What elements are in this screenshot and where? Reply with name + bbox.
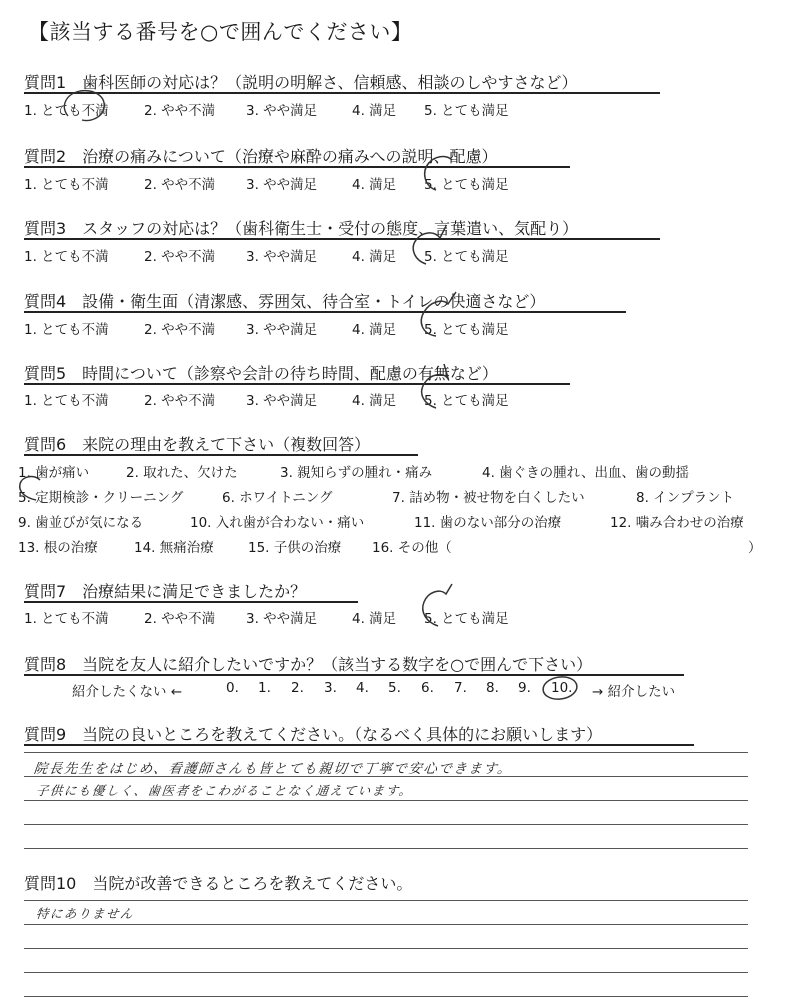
option-5[interactable]: 5. とても満足 [424, 177, 509, 193]
option-3[interactable]: 3. やや満足 [246, 177, 318, 193]
reason-5[interactable]: 5. 定期検診・クリーニング [18, 490, 184, 506]
scale-3[interactable]: 3. [324, 680, 337, 696]
question-1-title: 質問1 歯科医師の対応は？（説明の明解さ、信頼感、相談のしやすさなど） [24, 73, 578, 92]
reason-1[interactable]: 1. 歯が痛い [18, 465, 90, 481]
q9-handwritten-line-1: 院長先生をはじめ、看護師さんも皆とても親切で丁寧で安心できます。 [32, 761, 514, 777]
option-5[interactable]: 5. とても満足 [424, 322, 509, 338]
reason-12[interactable]: 12. 噛み合わせの治療 [610, 515, 744, 531]
answer-line [24, 824, 748, 825]
reason-16-close-paren: ） [748, 540, 762, 556]
reason-10[interactable]: 10. 入れ歯が合わない・痛い [190, 515, 365, 531]
option-3[interactable]: 3. やや満足 [246, 249, 318, 265]
question-7-title: 質問7 治療結果に満足できましたか？ [24, 582, 307, 601]
option-2[interactable]: 2. やや不満 [144, 103, 216, 119]
option-1[interactable]: 1. とても不満 [24, 103, 109, 119]
option-3[interactable]: 3. やや満足 [246, 322, 318, 338]
option-2[interactable]: 2. やや不満 [144, 393, 216, 409]
question-5-underline [24, 383, 570, 385]
option-4[interactable]: 4. 満足 [352, 393, 397, 409]
option-4[interactable]: 4. 満足 [352, 177, 397, 193]
question-2-title: 質問2 治療の痛みについて（治療や麻酔の痛みへの説明、配慮） [24, 147, 498, 166]
option-4[interactable]: 4. 満足 [352, 611, 397, 627]
answer-line [24, 924, 748, 925]
option-5[interactable]: 5. とても満足 [424, 249, 509, 265]
option-2[interactable]: 2. やや不満 [144, 322, 216, 338]
question-10-title: 質問10 当院が改善できるところを教えてください。 [24, 874, 413, 893]
question-8-underline [24, 674, 684, 676]
option-1[interactable]: 1. とても不満 [24, 611, 109, 627]
question-3-title: 質問3 スタッフの対応は？（歯科衛生士・受付の態度、言葉遣い、気配り） [24, 219, 579, 238]
option-1[interactable]: 1. とても不満 [24, 393, 109, 409]
reason-2[interactable]: 2. 取れた、欠けた [126, 465, 238, 481]
option-5[interactable]: 5. とても満足 [424, 611, 509, 627]
option-1[interactable]: 1. とても不満 [24, 322, 109, 338]
question-2-underline [24, 166, 570, 168]
question-7-underline [24, 601, 358, 603]
reason-4[interactable]: 4. 歯ぐきの腫れ、出血、歯の動揺 [482, 465, 689, 481]
answer-line [24, 848, 748, 849]
option-3[interactable]: 3. やや満足 [246, 103, 318, 119]
option-4[interactable]: 4. 満足 [352, 103, 397, 119]
scale-6[interactable]: 6. [421, 680, 434, 696]
answer-line [24, 996, 748, 997]
option-2[interactable]: 2. やや不満 [144, 249, 216, 265]
option-2[interactable]: 2. やや不満 [144, 611, 216, 627]
reason-8[interactable]: 8. インプラント [636, 490, 735, 506]
reason-6[interactable]: 6. ホワイトニング [222, 490, 333, 506]
option-1[interactable]: 1. とても不満 [24, 249, 109, 265]
reason-14[interactable]: 14. 無痛治療 [134, 540, 214, 556]
scale-8[interactable]: 8. [486, 680, 499, 696]
answer-line [24, 900, 748, 901]
scale-9[interactable]: 9. [518, 680, 531, 696]
scale-5[interactable]: 5. [388, 680, 401, 696]
answer-line [24, 752, 748, 753]
option-5[interactable]: 5. とても満足 [424, 103, 509, 119]
reason-9[interactable]: 9. 歯並びが気になる [18, 515, 144, 531]
q10-handwritten-line-1: 特にありません [35, 906, 135, 921]
scale-4[interactable]: 4. [356, 680, 369, 696]
question-4-title: 質問4 設備・衛生面（清潔感、雰囲気、待合室・トイレの快適さなど） [24, 292, 546, 311]
question-3-underline [24, 238, 660, 240]
reason-16-other[interactable]: 16. その他（ [372, 540, 452, 556]
reason-3[interactable]: 3. 親知らずの腫れ・痛み [280, 465, 433, 481]
option-3[interactable]: 3. やや満足 [246, 393, 318, 409]
question-6-title: 質問6 来院の理由を教えて下さい（複数回答） [24, 435, 371, 454]
scale-0[interactable]: 0. [226, 680, 239, 696]
question-5-title: 質問5 時間について（診察や会計の待ち時間、配慮の有無など） [24, 364, 498, 383]
option-3[interactable]: 3. やや満足 [246, 611, 318, 627]
option-1[interactable]: 1. とても不満 [24, 177, 109, 193]
answer-line [24, 972, 748, 973]
scale-1[interactable]: 1. [258, 680, 271, 696]
question-6-underline [24, 454, 418, 456]
scale-10[interactable]: 10. [551, 680, 573, 696]
q9-handwritten-line-2: 子供にも優しく、歯医者をこわがることなく通えています。 [35, 783, 414, 798]
answer-line [24, 948, 748, 949]
instruction-heading: 【該当する番号を○で囲んでください】 [28, 20, 413, 44]
answer-line [24, 800, 748, 801]
option-5[interactable]: 5. とても満足 [424, 393, 509, 409]
option-2[interactable]: 2. やや不満 [144, 177, 216, 193]
reason-7[interactable]: 7. 詰め物・被せ物を白くしたい [392, 490, 585, 506]
reason-15[interactable]: 15. 子供の治療 [248, 540, 342, 556]
scale-right-label: → 紹介したい [592, 684, 676, 700]
scale-left-label: 紹介したくない ← [72, 684, 183, 700]
question-9-title: 質問9 当院の良いところを教えてください。（なるべく具体的にお願いします） [24, 725, 603, 744]
scale-2[interactable]: 2. [291, 680, 304, 696]
option-4[interactable]: 4. 満足 [352, 322, 397, 338]
question-1-underline [24, 92, 660, 94]
scale-7[interactable]: 7. [454, 680, 467, 696]
question-4-underline [24, 311, 626, 313]
reason-13[interactable]: 13. 根の治療 [18, 540, 98, 556]
option-4[interactable]: 4. 満足 [352, 249, 397, 265]
reason-11[interactable]: 11. 歯のない部分の治療 [414, 515, 562, 531]
question-9-underline [24, 744, 694, 746]
question-8-title: 質問8 当院を友人に紹介したいですか？（該当する数字を○で囲んで下さい） [24, 655, 593, 674]
